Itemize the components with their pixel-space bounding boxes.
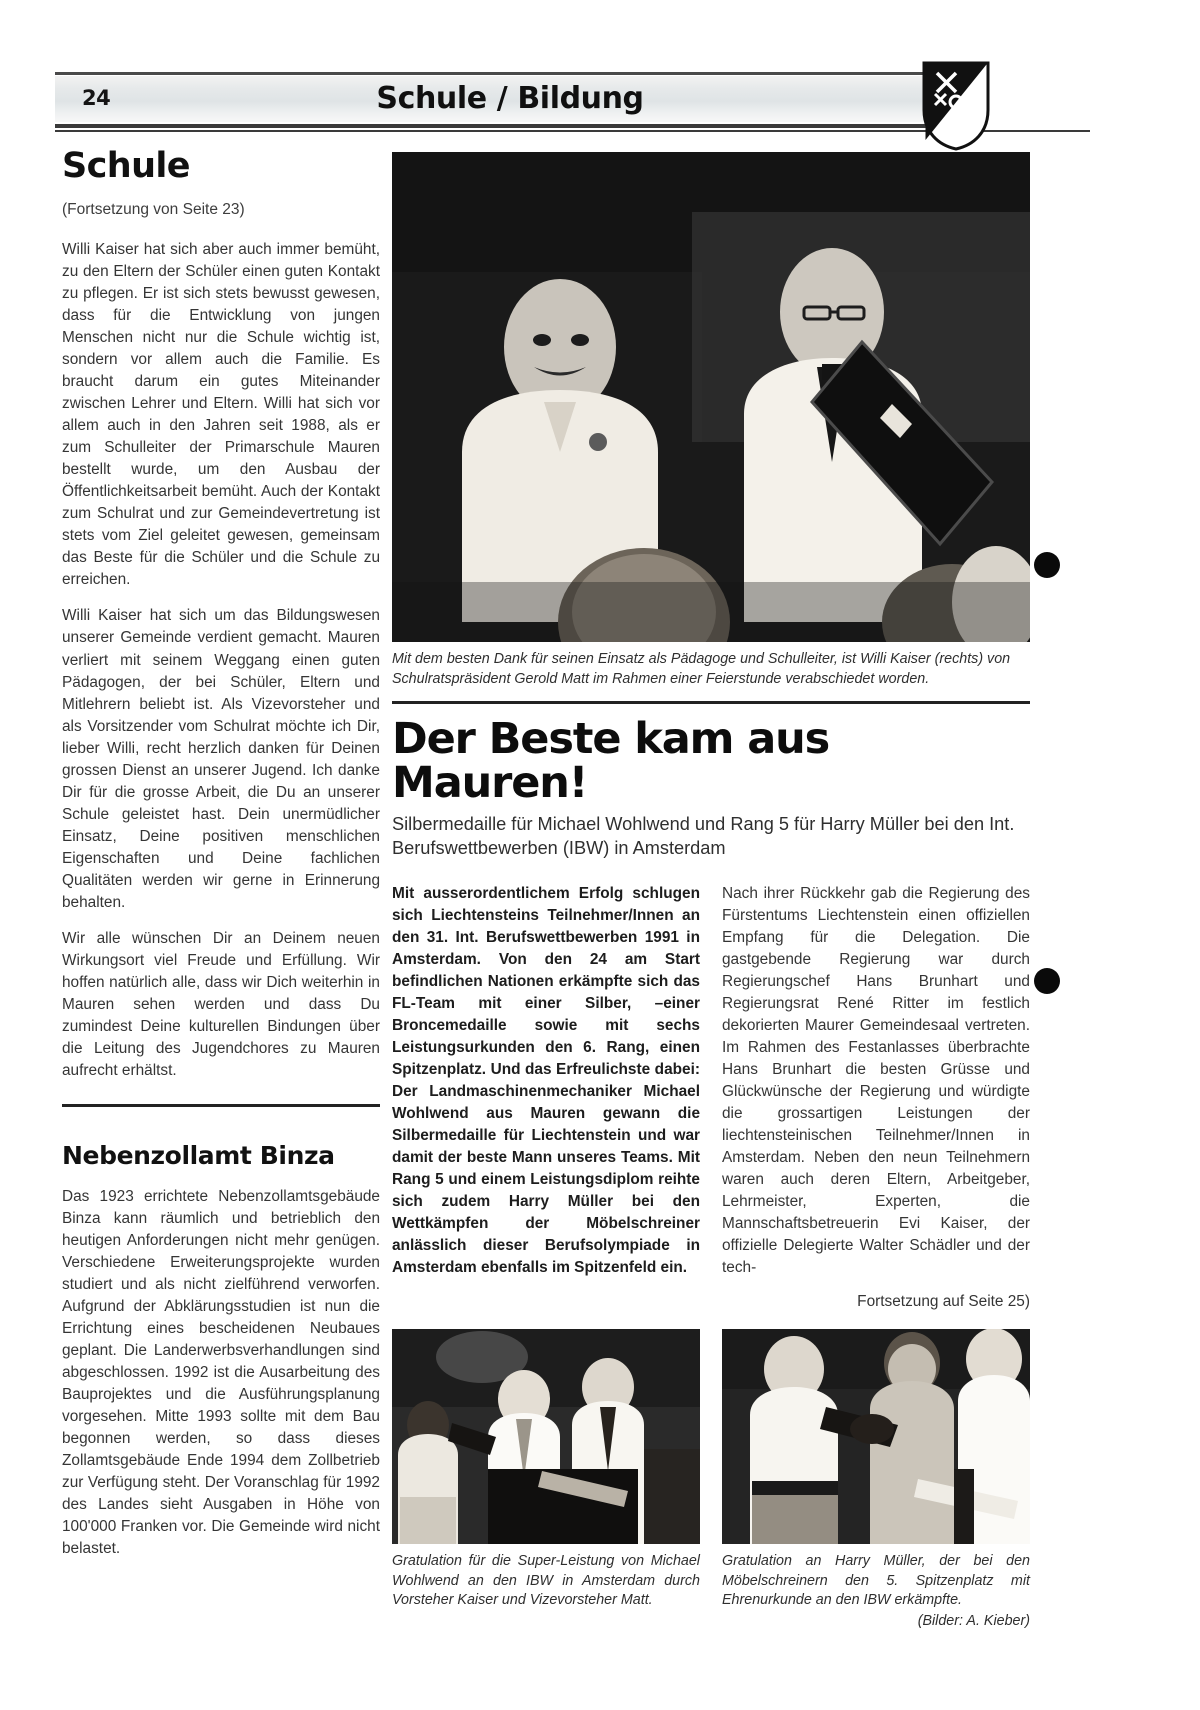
photo-harry-mueller-congratulation: [722, 1329, 1030, 1544]
main-article: [392, 152, 1030, 1629]
bottom-captions: [392, 1552, 1030, 1629]
body-paragraph: Willi Kaiser hat sich aber auch immer bemüht, zu den Eltern der Schüler einen guten Kontakt zu pflegen. Er ist sich stets bewusst gewesen, dass für die Entwicklung von jungen Menschen nicht nur die Schule wichtig ist, sondern vor allem auch die Familie. Es braucht darum ein gutes Miteinander zwischen Lehrer und Eltern. Willi hat sich vor allem auch in den Jahren seit 1988, als er zum Schulleiter der Primarschule Mauren bestellt wurde, um den Ausbau der Öffentlichkeitsarbeit bemüht. Auch der Kontakt zum Schulrat und zur Gemeindevertretung ist stets vom Ziel geleitet gewesen, gemeinsam das Beste für die Schüler und die Schule zu erreichen.: [62, 241, 380, 589]
caption-left-wrap: [392, 1552, 700, 1629]
article-columns: [392, 883, 1030, 1311]
body-paragraph: Das 1923 errichtete Nebenzollamtsgebäude Binza kann räumlich und betrieblich den heutigen Anforderungen nicht mehr genügen. Verschiedene Erweiterungsprojekte wurden studiert und als nicht zielführend verworfen. Aufgrund der Abklärungsstudien ist nun die Errichtung eines bescheidenen Neubaues geplant. Die Landerwerbsverhandlungen sind abgeschlossen. 1992 ist die Ausarbeitung des Bauprojektes und die Ausführungsplanung vorgesehen. Mitte 1993 sollte mit dem Bau begonnen werden, so dass dieses Zollamtsgebäude Ende 1994 dem Zollbetrieb zur Verfügung steht. Der Voranschlag für 1992 des Landes sieht Ausgaben in Höhe von 100'000 Franken vor. Die Gemeinde wird nicht belastet.: [62, 1187, 380, 1558]
masthead-title: Schule / Bildung: [376, 81, 644, 116]
photo-caption: Gratulation an Harry Müller, der bei den Möbelschreinern den 5. Spitzenplatz mit Ehrenurkunde an den IBW erkämpfte.: [722, 1552, 1030, 1609]
sub-section-title: Nebenzollamt Binza: [62, 1140, 335, 1170]
masthead-rule-bottom: [55, 124, 965, 128]
masthead: [55, 72, 1090, 134]
left-column: [62, 148, 380, 1574]
photo-caption: Gratulation für die Super-Leistung von Michael Wohlwend an den IBW in Amsterdam durch Vorsteher Kaiser und Vizevorsteher Matt.: [392, 1552, 700, 1609]
article-column-right: [722, 883, 1030, 1311]
article-divider: [392, 701, 1030, 704]
masthead-rule-top: [55, 72, 965, 75]
lead-paragraph: Mit ausserordentlichem Erfolg schlugen sich Liechtensteins Teilnehmer/Innen an den 31. Int. Berufswettbewerben 1991 in Amsterdam. Von den 24 am Start befindlichen Nationen erkämpfte sich das FL-Team mit einer Silber, –einer Broncemedaille sowie mit sechs Leistungsurkunden den 6. Rang, einen Spitzenplatz. Und das Erfreulichste dabei: Der Landmaschinenmechaniker Michael Wohlwend aus Mauren gewann die Silbermedaille für Liechtenstein und war damit der beste Mann unseres Teams. Mit Rang 5 und einem Leistungsdiplom reihte sich zudem Harry Müller bei den Wettkämpfen der Möbelschreiner anlässlich dieser Berufsolympiade in Amsterdam ebenfalls im Spitzenfeld ein.: [392, 884, 700, 1276]
page-number: 24: [82, 86, 111, 110]
mauren-coat-of-arms-icon: [920, 60, 992, 152]
article-headline: Der Beste kam aus Mauren!: [392, 714, 830, 809]
section-title: Schule: [62, 146, 190, 186]
continuation-note: Fortsetzung auf Seite 25): [857, 1292, 1030, 1310]
photo-willi-kaiser-farewell: [392, 152, 1030, 642]
body-paragraph: Nach ihrer Rückkehr gab die Regierung des Fürstentums Liechtenstein einen offiziellen Empfang für die Delegation. Die gastgebende Regierung war durch Regierungschef Hans Brunhart und Regierungsrat René Ritter im festlich dekorierten Maurer Gemeindesaal vertreten. Im Rahmen des Festanlasses überbrachte Hans Brunhart die besten Grüsse und Glückwünsche der Regierung und würdigte die grossartigen Leistungen der liechtensteinischen Teilnehmer/Innen in Amsterdam. Neben den neun Teilnehmern waren auch deren Eltern, Arbeitgeber, Lehrmeister, Experten, die Mannschaftsbetreuerin Evi Kaiser, der offizielle Delegierte Walter Schädler und der tech-: [722, 884, 1030, 1276]
section-divider: [62, 1104, 380, 1107]
article-column-left: [392, 883, 700, 1311]
body-paragraph: Wir alle wünschen Dir an Deinem neuen Wirkungsort viel Freude und Erfüllung. Wir hoffen natürlich alle, dass wir Dich weiterhin in Mauren sehen werden und dass Du zumindest Deine kulturellen Bindungen über die Leitung des Jugendchores zu Mauren aufrecht erhältst.: [62, 929, 380, 1079]
punch-hole: [1034, 968, 1060, 994]
article-subhead: Silbermedaille für Michael Wohlwend und Rang 5 für Harry Müller bei den Int. Berufswettbewerben (IBW) in Amsterdam: [392, 814, 1015, 859]
punch-hole: [1034, 552, 1060, 578]
bottom-photos: [392, 1329, 1030, 1544]
photo-credit: (Bilder: A. Kieber): [917, 1613, 1030, 1629]
continuation-note: (Fortsetzung von Seite 23): [62, 200, 245, 218]
photo-michael-wohlwend-congratulation: [392, 1329, 700, 1544]
photo-caption: Mit dem besten Dank für seinen Einsatz als Pädagoge und Schulleiter, ist Willi Kaiser (rechts) von Schulratspräsident Gerold Matt im Rahmen einer Feierstunde verabschiedet worden.: [392, 651, 1011, 687]
body-paragraph: Willi Kaiser hat sich um das Bildungswesen unserer Gemeinde verdient gemacht. Mauren verliert mit seinem Weggang einen guten Pädagogen, der bei Schüler, Eltern und Mitlehrern beliebt ist. Als Vizevorsteher und als Vorsitzender vom Schulrat möchte ich Dir, lieber Willi, recht herzlich danken für Deinen grossen Dienst an unserer Jugend. Ich danke Dir für die grosse Arbeit, die Du an unserer Schule geleistet hast. Dein unermüdlicher Einsatz, Deine positiven menschlichen Eigenschaften und Deine fachlichen Qualitäten werden wir gerne in Erinnerung behalten.: [62, 607, 380, 911]
caption-right-wrap: [722, 1552, 1030, 1629]
